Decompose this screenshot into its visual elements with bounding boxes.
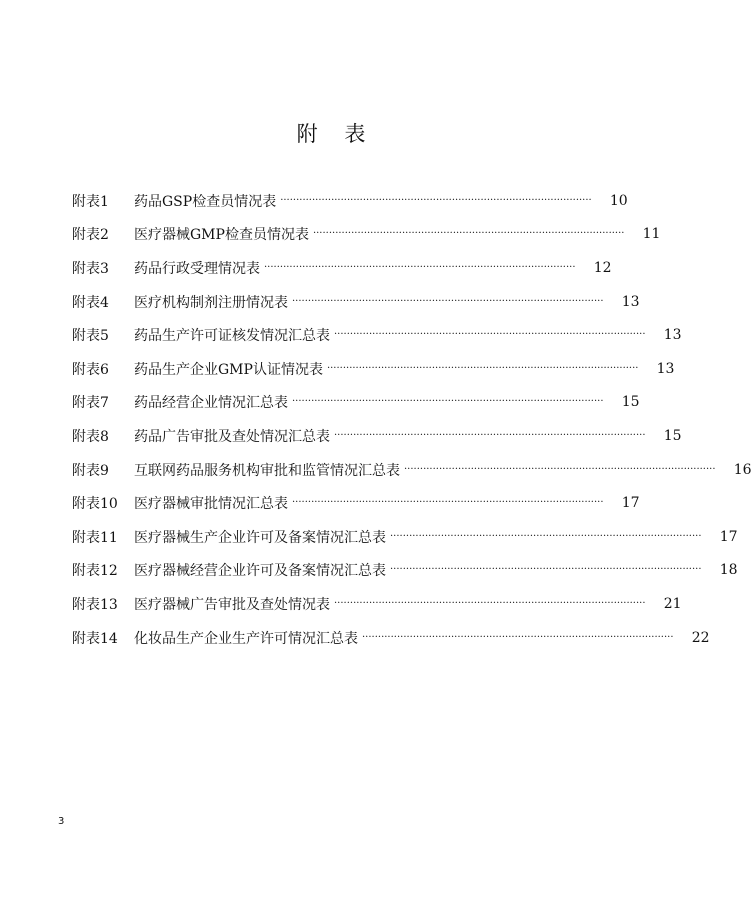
toc-entry-title: 医疗器械生产企业许可及备案情况汇总表: [134, 529, 386, 546]
toc-entry[interactable]: [72, 554, 738, 588]
toc-entry-page: 10: [609, 192, 628, 209]
table-of-contents: [72, 184, 752, 654]
toc-leader-dots: ··································································································: [334, 329, 646, 341]
toc-entry[interactable]: [72, 251, 612, 285]
toc-entry[interactable]: [72, 587, 682, 621]
toc-entry-page: 13: [656, 360, 675, 377]
toc-entry-page: 17: [719, 528, 738, 545]
toc-entry-label: 附表5: [72, 328, 109, 345]
toc-entry-label: 附表8: [72, 428, 109, 445]
toc-leader-dots: ··································································································: [312, 228, 625, 240]
toc-entry-label: 附表14: [72, 630, 118, 647]
toc-entry-label: 附表1: [72, 193, 109, 210]
toc-leader-dots: ··································································································: [264, 261, 576, 273]
toc-entry-title: 医疗器械审批情况汇总表: [134, 496, 288, 513]
toc-entry-label: 附表4: [72, 294, 109, 311]
toc-entry-label: 附表6: [72, 361, 109, 378]
toc-entry-label: 附表9: [72, 462, 109, 479]
toc-entry-label: 附表12: [72, 563, 118, 580]
toc-leader-dots: ··································································································: [292, 497, 604, 509]
toc-entry[interactable]: [72, 453, 752, 487]
toc-entry[interactable]: [72, 352, 675, 386]
toc-entry-title: 药品广告审批及查处情况汇总表: [134, 428, 330, 445]
toc-entry-page: 16: [733, 461, 752, 478]
toc-leader-dots: ··································································································: [404, 463, 716, 475]
toc-entry-title: 医疗器械GMP检查员情况表: [134, 227, 309, 244]
toc-entry-label: 附表10: [72, 496, 118, 513]
toc-entry-title: 医疗器械广告审批及查处情况表: [134, 596, 330, 613]
toc-entry-page: 17: [621, 495, 640, 512]
toc-entry[interactable]: [72, 621, 710, 655]
page-number: 3: [58, 816, 65, 827]
toc-leader-dots: ··································································································: [390, 530, 702, 542]
toc-entry-page: 18: [719, 562, 738, 579]
toc-entry-title: 医疗机构制剂注册情况表: [134, 294, 288, 311]
toc-entry-label: 附表13: [72, 596, 118, 613]
toc-entry[interactable]: [72, 520, 738, 554]
toc-leader-dots: ··································································································: [334, 429, 646, 441]
toc-entry-label: 附表3: [72, 260, 109, 277]
toc-entry-title: 药品GSP检查员情况表: [134, 193, 277, 210]
page-title: 附 表: [296, 122, 376, 146]
toc-entry-title: 药品生产许可证核发情况汇总表: [134, 328, 330, 345]
toc-entry-page: 11: [642, 226, 661, 243]
toc-entry-title: 医疗器械经营企业许可及备案情况汇总表: [134, 563, 386, 580]
toc-leader-dots: ··································································································: [292, 396, 604, 408]
toc-entry-page: 13: [621, 293, 640, 310]
toc-entry-title: 互联网药品服务机构审批和监管情况汇总表: [134, 462, 400, 479]
toc-entry-title: 药品生产企业GMP认证情况表: [134, 361, 323, 378]
toc-leader-dots: ··································································································: [292, 295, 604, 307]
toc-leader-dots: ··································································································: [362, 631, 674, 643]
toc-leader-dots: ··································································································: [334, 597, 646, 609]
toc-entry-page: 22: [691, 629, 710, 646]
toc-entry-page: 21: [663, 595, 682, 612]
toc-entry[interactable]: [72, 386, 640, 420]
toc-entry-page: 13: [663, 327, 682, 344]
toc-entry-label: 附表11: [72, 529, 118, 546]
toc-leader-dots: ··································································································: [280, 194, 592, 206]
toc-entry[interactable]: [72, 486, 640, 520]
toc-entry-page: 15: [621, 394, 640, 411]
toc-entry[interactable]: [72, 419, 682, 453]
toc-entry-page: 12: [593, 259, 612, 276]
toc-entry-title: 药品经营企业情况汇总表: [134, 395, 288, 412]
toc-entry[interactable]: [72, 218, 661, 252]
toc-entry[interactable]: [72, 285, 640, 319]
toc-entry-label: 附表2: [72, 227, 109, 244]
toc-entry-title: 药品行政受理情况表: [134, 260, 260, 277]
toc-leader-dots: ··································································································: [390, 564, 702, 576]
toc-entry[interactable]: [72, 318, 682, 352]
toc-entry-title: 化妆品生产企业生产许可情况汇总表: [134, 630, 358, 647]
toc-entry-label: 附表7: [72, 395, 109, 412]
toc-entry[interactable]: [72, 184, 628, 218]
toc-entry-page: 15: [663, 427, 682, 444]
toc-leader-dots: ··································································································: [326, 362, 639, 374]
